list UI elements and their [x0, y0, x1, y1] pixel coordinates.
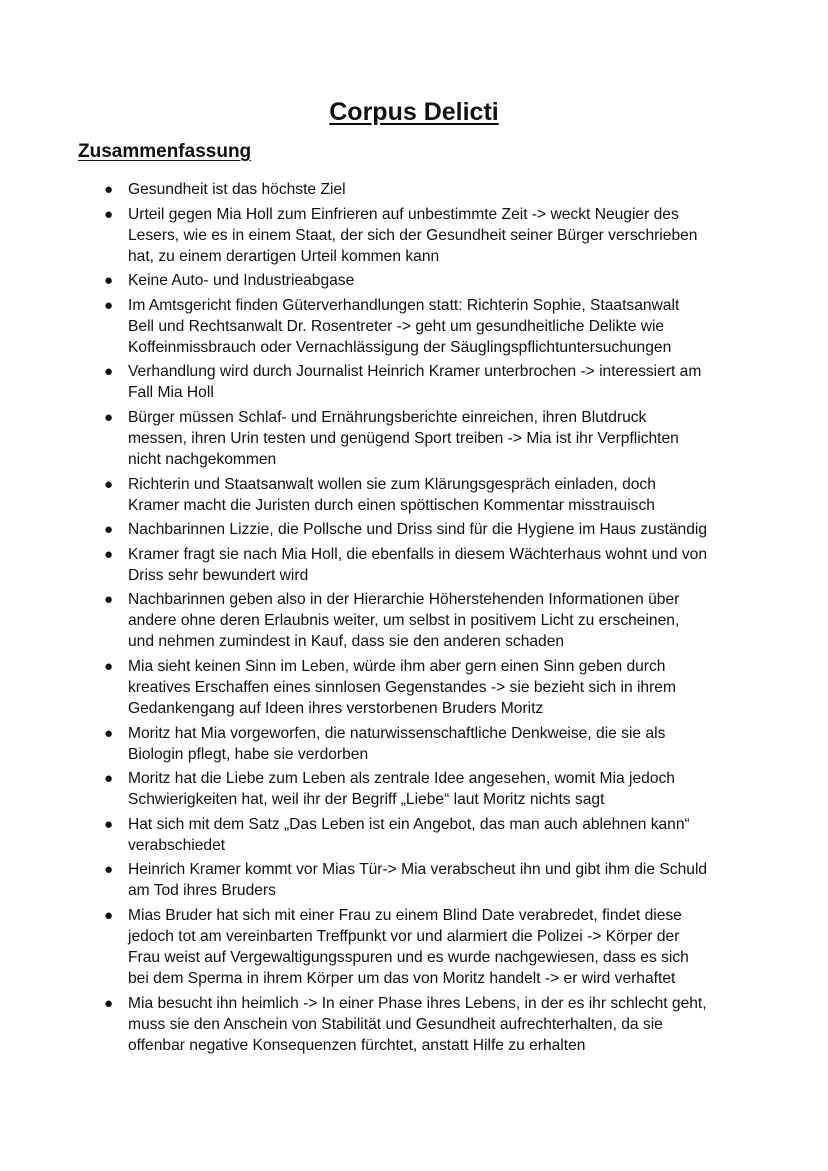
list-item-line: Hat sich mit dem Satz „Das Leben ist ein Angebot, das man auch ablehnen kann“	[128, 815, 690, 833]
list-item-line: Kramer macht die Juristen durch einen spöttischen Kommentar misstrauisch	[128, 496, 655, 514]
list-item	[0, 544, 828, 586]
list-item-line: am Tod ihres Bruders	[128, 882, 276, 900]
list-item-line: nicht nachgekommen	[128, 450, 277, 468]
list-item-line: hat, zu einem derartigen Urteil kommen kann	[128, 247, 440, 265]
bullet-icon: ●	[104, 363, 114, 381]
list-item-line: verabschiedet	[128, 836, 226, 854]
bullet-icon: ●	[104, 408, 114, 426]
list-item-line: muss sie den Anschein von Stabilität und Gesundheit aufrechterhalten, da sie	[128, 1015, 663, 1033]
list-item-line: Moritz hat die Liebe zum Leben als zentrale Idee angesehen, womit Mia jedoch	[128, 770, 675, 788]
list-item	[0, 204, 828, 267]
bullet-icon: ●	[104, 545, 114, 563]
list-item-line: Gedankengang auf Ideen ihres verstorbenen Bruders Moritz	[128, 699, 544, 717]
list-item-line: Bürger müssen Schlaf- und Ernährungsberichte einreichen, ihren Blutdruck	[128, 408, 647, 426]
list-item-line: Urteil gegen Mia Holl zum Einfrieren auf unbestimmte Zeit -> weckt Neugier des	[128, 205, 679, 223]
document-title: Corpus Delicti	[329, 98, 499, 126]
list-item-line: Kramer fragt sie nach Mia Holl, die ebenfalls in diesem Wächterhaus wohnt und von	[128, 545, 707, 563]
list-item-line: Driss sehr bewundert wird	[128, 566, 309, 584]
bullet-icon: ●	[104, 296, 114, 314]
list-item	[0, 905, 828, 989]
list-item-line: Heinrich Kramer kommt vor Mias Tür-> Mia verabscheut ihn und gibt ihm die Schuld	[128, 861, 708, 879]
list-item-line: Mias Bruder hat sich mit einer Frau zu einem Blind Date verabredet, findet diese	[128, 906, 682, 924]
list-item-line: Richterin und Staatsanwalt wollen sie zum Klärungsgespräch einladen, doch	[128, 475, 656, 493]
bullet-icon: ●	[104, 861, 114, 879]
bullet-icon: ●	[104, 181, 114, 198]
list-item	[0, 295, 828, 358]
bullet-icon: ●	[104, 906, 114, 924]
summary-list	[0, 179, 828, 1059]
list-item	[0, 589, 828, 652]
list-item	[0, 768, 828, 810]
list-item	[0, 474, 828, 516]
bullet-icon: ●	[104, 272, 114, 290]
list-item	[0, 179, 828, 200]
list-item-line: Keine Auto- und Industrieabgase	[128, 272, 355, 290]
list-item-line: und nehmen zumindest in Kauf, dass sie den anderen schaden	[128, 633, 565, 651]
list-item-line: offenbar negative Konsequenzen fürchtet, anstatt Hilfe zu erhalten	[128, 1036, 586, 1054]
list-item-line: Nachbarinnen geben also in der Hierarchie Höherstehenden Informationen über	[128, 591, 680, 609]
list-item-line: jedoch tot am vereinbarten Treffpunkt vor und alarmiert die Polizei -> Körper der	[128, 927, 680, 945]
list-item-line: Moritz hat Mia vorgeworfen, die naturwissenschaftliche Denkweise, die sie als	[128, 724, 666, 742]
list-item-line: Im Amtsgericht finden Güterverhandlungen statt: Richterin Sophie, Staatsanwalt	[128, 296, 680, 314]
bullet-icon: ●	[104, 475, 114, 493]
list-item-line: Schwierigkeiten hat, weil ihr der Begriff „Liebe“ laut Moritz nichts sagt	[128, 791, 605, 809]
list-item-line: Verhandlung wird durch Journalist Heinrich Kramer unterbrochen -> interessiert am	[128, 363, 702, 381]
list-item-line: Nachbarinnen Lizzie, die Pollsche und Driss sind für die Hygiene im Haus zuständig	[128, 521, 708, 539]
list-item	[0, 723, 828, 765]
list-item	[0, 656, 828, 719]
list-item	[0, 361, 828, 403]
list-item	[0, 859, 828, 901]
list-item-line: Mia sieht keinen Sinn im Leben, würde ihm aber gern einen Sinn geben durch	[128, 657, 666, 675]
list-item-line: Bell und Rechtsanwalt Dr. Rosentreter -> geht um gesundheitliche Delikte wie	[128, 317, 665, 335]
bullet-icon: ●	[104, 724, 114, 742]
list-item-line: Biologin pflegt, habe sie verdorben	[128, 745, 369, 763]
bullet-icon: ●	[104, 657, 114, 675]
list-item-line: Koffeinmissbrauch oder Vernachlässigung der Säuglingspflichtuntersuchungen	[128, 338, 672, 356]
bullet-icon: ●	[104, 205, 114, 223]
list-item	[0, 407, 828, 470]
bullet-icon: ●	[104, 815, 114, 833]
list-item	[0, 814, 828, 856]
list-item-line: andere ohne deren Erlaubnis weiter, um selbst in positivem Licht zu erscheinen,	[128, 612, 680, 630]
list-item-line: Frau weist auf Vergewaltigungsspuren und es wurde nachgewiesen, dass es sich	[128, 948, 689, 966]
section-heading: Zusammenfassung	[78, 141, 252, 162]
bullet-icon: ●	[104, 994, 114, 1012]
list-item	[0, 993, 828, 1056]
list-item-line: Gesundheit ist das höchste Ziel	[128, 181, 346, 198]
list-item-line: bei dem Sperma in ihrem Körper um das von Moritz handelt -> er wird verhaftet	[128, 969, 676, 987]
bullet-icon: ●	[104, 521, 114, 539]
list-item-line: Fall Mia Holl	[128, 384, 214, 402]
list-item-line: Mia besucht ihn heimlich -> In einer Phase ihres Lebens, in der es ihr schlecht geht,	[128, 994, 707, 1012]
bullet-icon: ●	[104, 770, 114, 788]
list-item	[0, 270, 828, 291]
list-item	[0, 519, 828, 540]
bullet-icon: ●	[104, 591, 114, 609]
list-item-line: messen, ihren Urin testen und genügend Sport treiben -> Mia ist ihr Verpflichten	[128, 429, 679, 447]
list-item-line: kreatives Erschaffen eines sinnlosen Gegenstandes -> sie bezieht sich in ihrem	[128, 678, 676, 696]
list-item-line: Lesers, wie es in einem Staat, der sich der Gesundheit seiner Bürger verschrieben	[128, 226, 698, 244]
